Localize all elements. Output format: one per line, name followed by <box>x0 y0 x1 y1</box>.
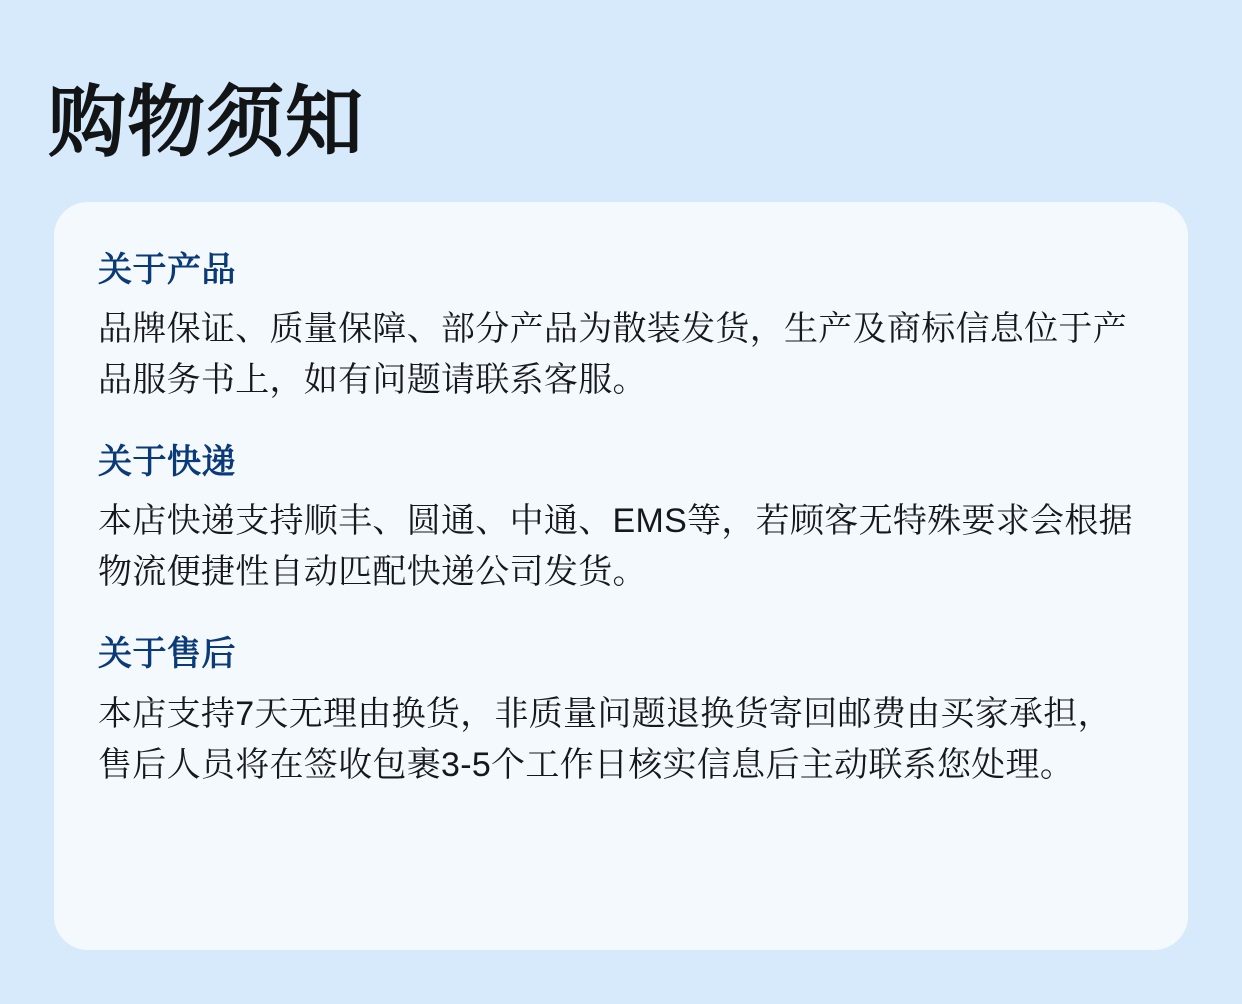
section-heading-aftersales: 关于售后 <box>98 635 236 674</box>
section-body-product: 品牌保证、质量保障、部分产品为散装发货，生产及商标信息位于产品服务书上，如有问题请联系客服。 <box>98 310 1127 400</box>
section-heading-shipping: 关于快递 <box>98 443 236 482</box>
section-heading-product: 关于产品 <box>98 251 236 289</box>
notice-section-aftersales <box>98 632 1144 790</box>
page-title: 购物须知 <box>48 78 365 167</box>
notice-section-product <box>98 248 1144 406</box>
notice-section-shipping <box>98 440 1144 598</box>
section-body-shipping: 本店快递支持顺丰、圆通、中通、EMS等，若顾客无特殊要求会根据物流便捷性自动匹配快递公司发货。 <box>98 502 1133 592</box>
section-body-aftersales: 本店支持7天无理由换货，非质量问题退换货寄回邮费由买家承担，售后人员将在签收包裹3-5个工作日核实信息后主动联系您处理。 <box>98 694 1112 784</box>
notice-card <box>54 202 1188 950</box>
